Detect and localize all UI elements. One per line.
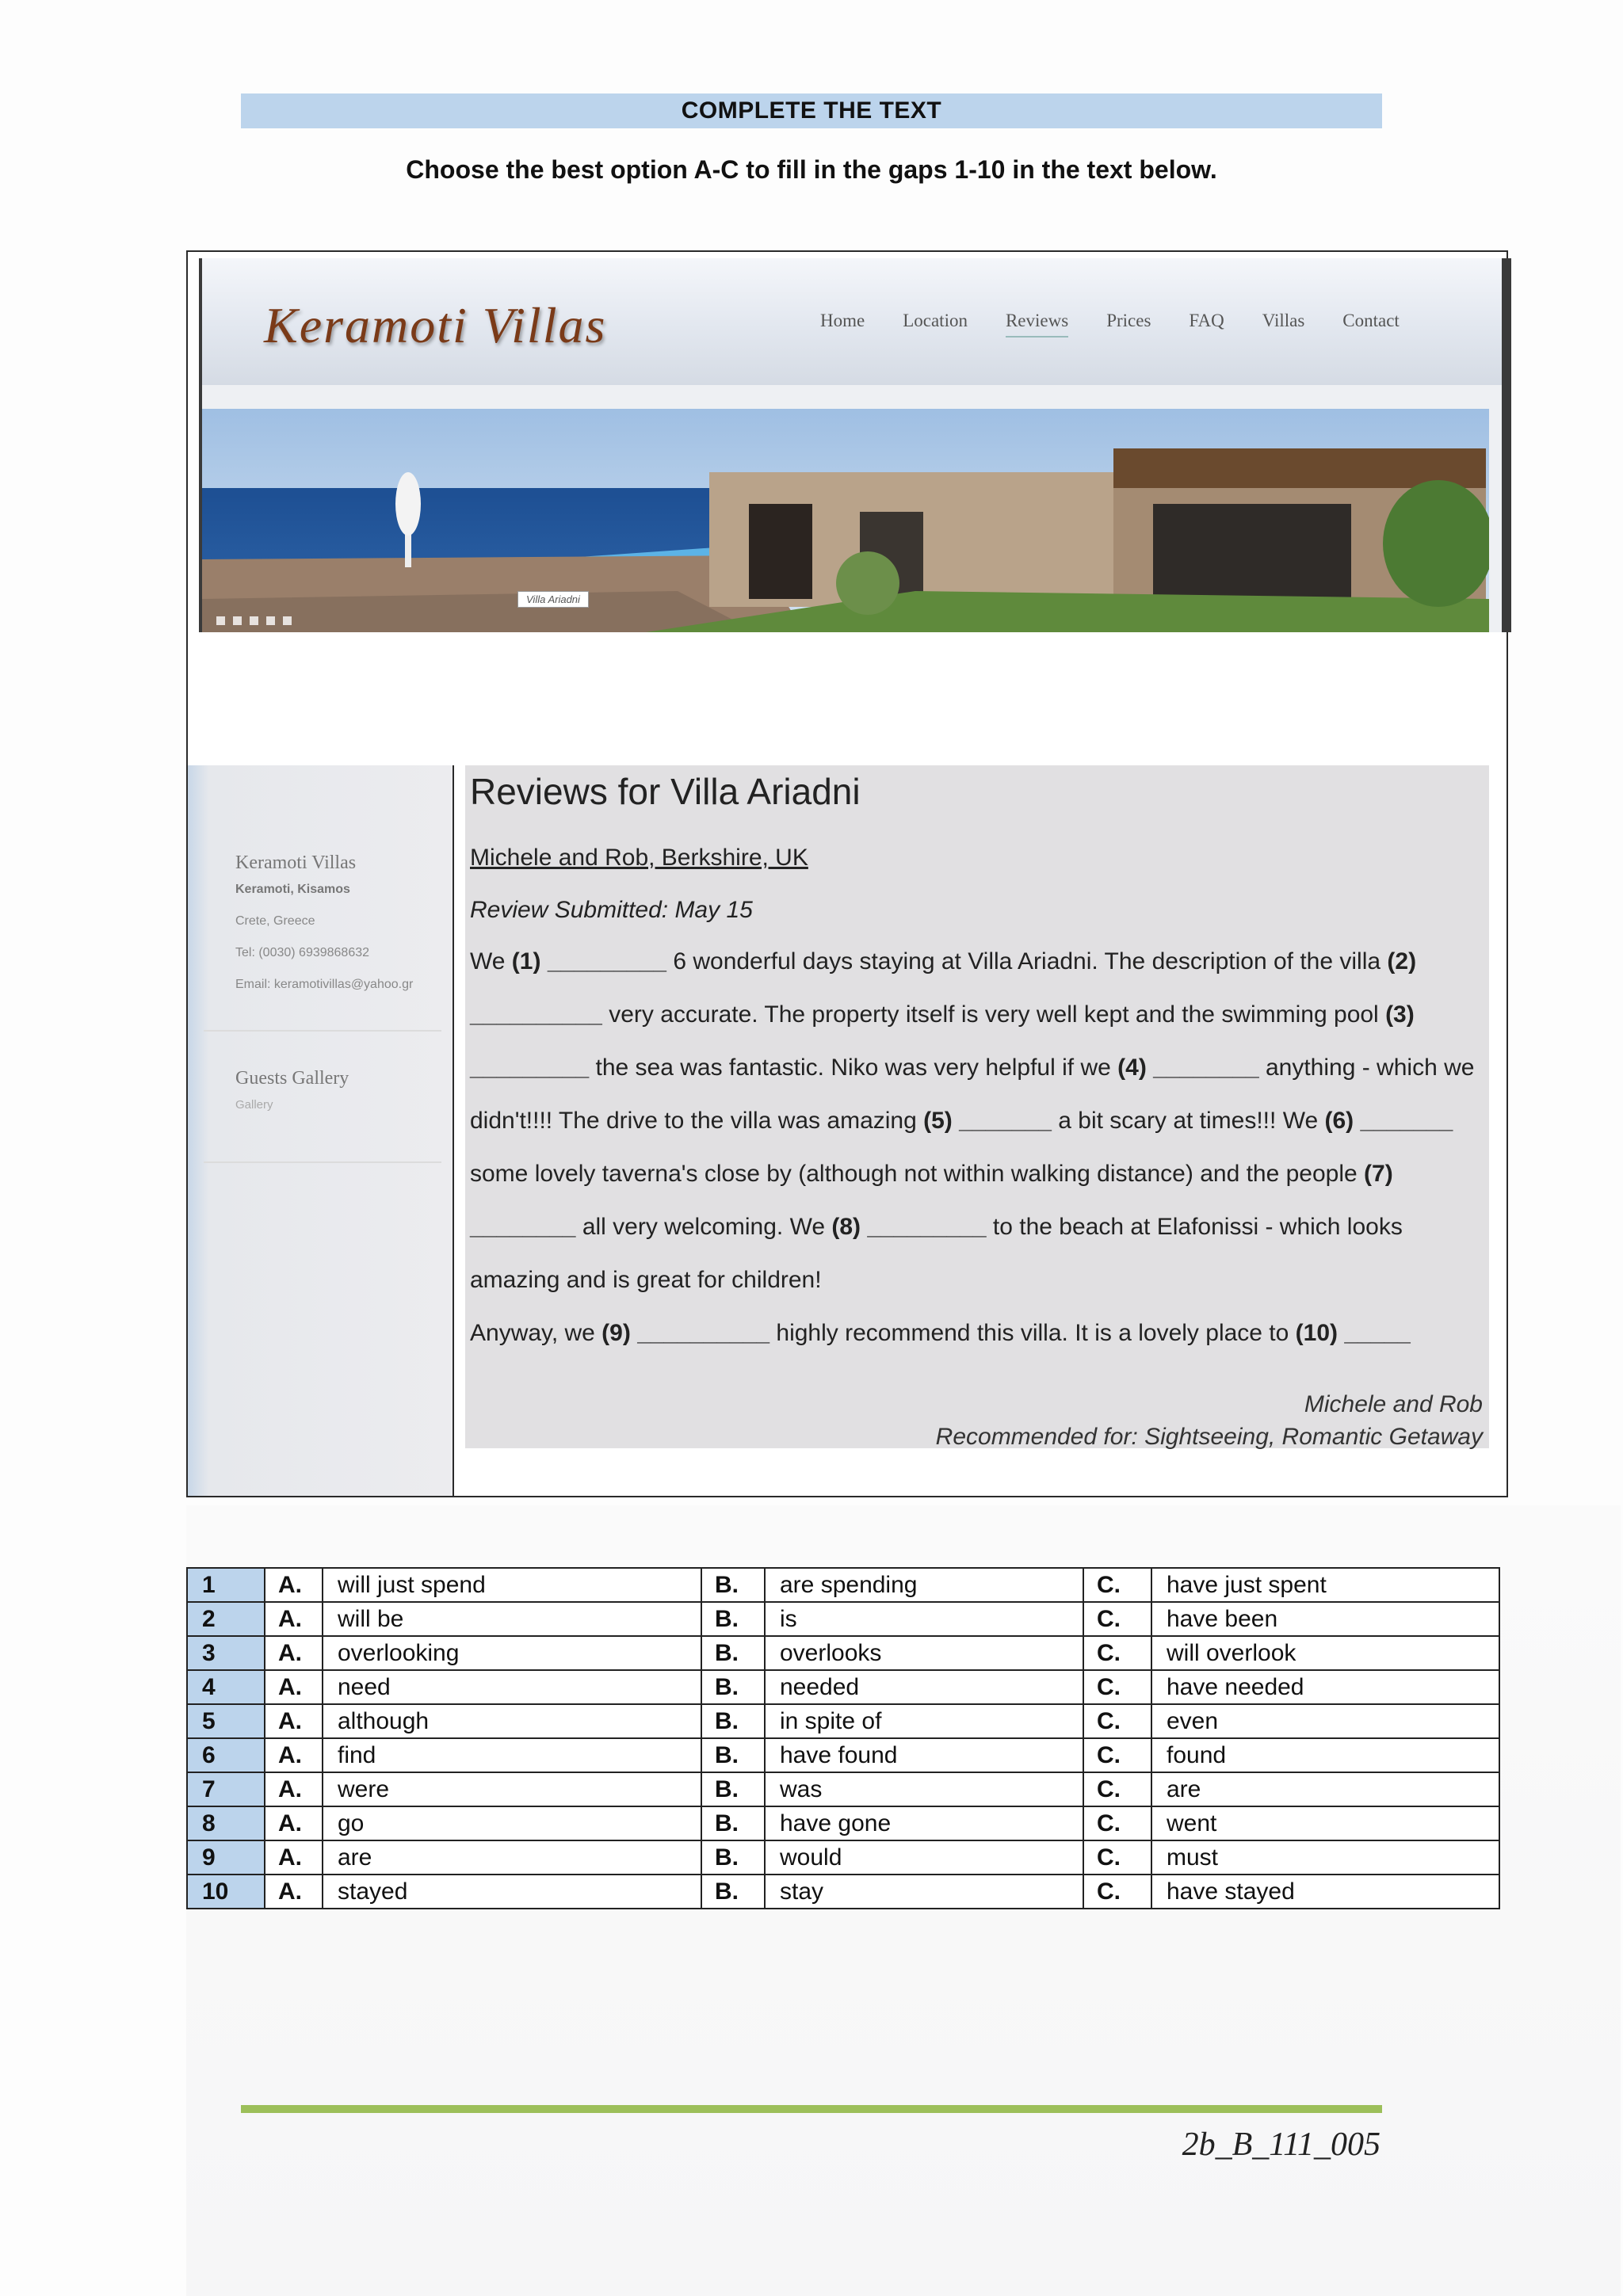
option-b-text[interactable]: have found: [765, 1738, 1083, 1772]
options-table: [186, 1567, 1500, 1909]
gap-blank: _________: [547, 948, 666, 974]
option-a-text[interactable]: find: [323, 1738, 701, 1772]
option-letter-c[interactable]: C.: [1083, 1568, 1151, 1602]
review-text-segment: Anyway, we: [470, 1320, 602, 1346]
option-row: [187, 1636, 1499, 1670]
sidebar-email[interactable]: Email: keramotivillas@yahoo.gr: [235, 978, 414, 991]
review-text: [470, 935, 1492, 1360]
option-c-text[interactable]: have stayed: [1151, 1875, 1499, 1909]
gap-number: (5): [923, 1108, 953, 1134]
option-a-text[interactable]: stayed: [323, 1875, 701, 1909]
gap-number: (7): [1364, 1161, 1393, 1187]
option-letter-c[interactable]: C.: [1083, 1738, 1151, 1772]
option-b-text[interactable]: needed: [765, 1670, 1083, 1704]
reviewer-name: Michele and Rob, Berkshire, UK: [470, 845, 808, 871]
option-b-text[interactable]: have gone: [765, 1806, 1083, 1840]
question-number: 4: [187, 1670, 265, 1704]
nav-item-contact[interactable]: Contact: [1342, 311, 1400, 330]
gap-number: (2): [1387, 948, 1417, 974]
review-text-segment: some lovely taverna's close by (although not within walking distance) and the people: [470, 1161, 1365, 1187]
option-letter-b[interactable]: B.: [701, 1670, 765, 1704]
option-a-text[interactable]: go: [323, 1806, 701, 1840]
option-c-text[interactable]: went: [1151, 1806, 1499, 1840]
review-text-segment: to the beach at Elafonissi - which looks amazing and is great for children!: [470, 1214, 1403, 1293]
review-title: Reviews for Villa Ariadni: [470, 771, 861, 812]
review-signature: [936, 1388, 1483, 1453]
gap-number: (3): [1385, 1001, 1415, 1028]
option-c-text[interactable]: have needed: [1151, 1670, 1499, 1704]
nav-item-home[interactable]: Home: [820, 311, 865, 330]
site-header: [199, 258, 1511, 632]
hero-caption: Villa Ariadni: [517, 591, 589, 608]
option-letter-a[interactable]: A.: [265, 1704, 323, 1738]
signature-name: Michele and Rob: [1304, 1391, 1483, 1417]
question-number: 8: [187, 1806, 265, 1840]
review-text-segment: We: [470, 948, 512, 974]
option-c-text[interactable]: even: [1151, 1704, 1499, 1738]
footer-divider: [241, 2105, 1382, 2113]
option-letter-a[interactable]: A.: [265, 1738, 323, 1772]
review-text-segment: a bit scary at times!!! We: [1051, 1108, 1325, 1134]
option-letter-c[interactable]: C.: [1083, 1602, 1151, 1636]
option-letter-b[interactable]: B.: [701, 1738, 765, 1772]
gap-number: (6): [1324, 1108, 1354, 1134]
review-text-segment: all very welcoming. We: [575, 1214, 832, 1240]
review-date: Review Submitted: May 15: [470, 897, 753, 923]
question-number: 3: [187, 1636, 265, 1670]
review-panel: [465, 765, 1489, 1448]
option-letter-c[interactable]: C.: [1083, 1875, 1151, 1909]
nav-item-faq[interactable]: FAQ: [1189, 311, 1224, 330]
option-letter-a[interactable]: A.: [265, 1602, 323, 1636]
question-number: 6: [187, 1738, 265, 1772]
option-letter-a[interactable]: A.: [265, 1568, 323, 1602]
option-letter-c[interactable]: C.: [1083, 1704, 1151, 1738]
option-c-text[interactable]: have just spent: [1151, 1568, 1499, 1602]
gap-blank: _______: [959, 1108, 1052, 1134]
option-c-text[interactable]: are: [1151, 1772, 1499, 1806]
option-row: [187, 1670, 1499, 1704]
gap-blank: _________: [867, 1214, 987, 1240]
option-c-text[interactable]: found: [1151, 1738, 1499, 1772]
question-number: 2: [187, 1602, 265, 1636]
option-letter-b[interactable]: B.: [701, 1636, 765, 1670]
review-text-segment: [1354, 1108, 1360, 1134]
option-b-text[interactable]: are spending: [765, 1568, 1083, 1602]
option-a-text[interactable]: need: [323, 1670, 701, 1704]
question-number: 1: [187, 1568, 265, 1602]
slide-dot[interactable]: [266, 616, 275, 625]
option-row: [187, 1840, 1499, 1875]
option-letter-b[interactable]: B.: [701, 1806, 765, 1840]
gap-number: (1): [511, 948, 541, 974]
option-letter-c[interactable]: C.: [1083, 1670, 1151, 1704]
option-row: [187, 1806, 1499, 1840]
hero-image: [202, 409, 1502, 632]
option-letter-a[interactable]: A.: [265, 1806, 323, 1840]
website-screenshot: [186, 250, 1508, 1497]
question-number: 5: [187, 1704, 265, 1738]
gap-blank: _____: [1344, 1320, 1411, 1346]
review-text-segment: the sea was fantastic. Niko was very helpful if we: [589, 1055, 1118, 1081]
option-c-text[interactable]: must: [1151, 1840, 1499, 1875]
site-sidebar: [188, 765, 454, 1496]
option-b-text[interactable]: overlooks: [765, 1636, 1083, 1670]
sidebar-divider: [204, 1030, 441, 1032]
option-letter-b[interactable]: B.: [701, 1704, 765, 1738]
option-letter-a[interactable]: A.: [265, 1670, 323, 1704]
review-closing: [470, 1306, 1492, 1360]
review-paragraph: [470, 935, 1492, 1306]
option-row: [187, 1738, 1499, 1772]
review-text-segment: very accurate. The property itself is very well kept and the swimming pool: [601, 1001, 1386, 1028]
option-b-text[interactable]: would: [765, 1840, 1083, 1875]
sidebar-company-name: Keramoti Villas: [235, 852, 357, 873]
document-code: 2b_B_111_005: [1182, 2126, 1381, 2163]
option-b-text[interactable]: was: [765, 1772, 1083, 1806]
option-a-text[interactable]: will be: [323, 1602, 701, 1636]
site-logo[interactable]: Keramoti Villas: [264, 297, 607, 353]
option-a-text[interactable]: overlooking: [323, 1636, 701, 1670]
page-banner: COMPLETE THE TEXT: [241, 93, 1382, 128]
question-number: 7: [187, 1772, 265, 1806]
option-letter-c[interactable]: C.: [1083, 1806, 1151, 1840]
sidebar-region: Crete, Greece: [235, 914, 315, 928]
option-a-text[interactable]: were: [323, 1772, 701, 1806]
review-text-segment: [953, 1108, 959, 1134]
recommended-for: Recommended for: Sightseeing, Romantic Getaway: [935, 1424, 1483, 1450]
option-letter-c[interactable]: C.: [1083, 1772, 1151, 1806]
review-text-segment: [1147, 1055, 1153, 1081]
slide-dot[interactable]: [283, 616, 292, 625]
slideshow-dots[interactable]: [216, 616, 292, 625]
gap-number: (4): [1117, 1055, 1147, 1081]
option-letter-a[interactable]: A.: [265, 1875, 323, 1909]
nav-item-villas[interactable]: Villas: [1262, 311, 1305, 330]
option-c-text[interactable]: will overlook: [1151, 1636, 1499, 1670]
review-text-segment: [631, 1320, 637, 1346]
slide-dot[interactable]: [233, 616, 242, 625]
nav-item-reviews[interactable]: Reviews: [1006, 311, 1068, 338]
review-text-segment: highly recommend this villa. It is a lovely place to: [769, 1320, 1296, 1346]
option-letter-b[interactable]: B.: [701, 1840, 765, 1875]
option-letter-b[interactable]: B.: [701, 1568, 765, 1602]
option-row: [187, 1704, 1499, 1738]
option-row: [187, 1602, 1499, 1636]
option-letter-b[interactable]: B.: [701, 1772, 765, 1806]
slide-dot[interactable]: [250, 616, 258, 625]
gap-blank: ________: [1153, 1055, 1259, 1081]
option-letter-b[interactable]: B.: [701, 1602, 765, 1636]
review-text-segment: [540, 948, 547, 974]
option-b-text[interactable]: stay: [765, 1875, 1083, 1909]
option-c-text[interactable]: have been: [1151, 1602, 1499, 1636]
option-letter-b[interactable]: B.: [701, 1875, 765, 1909]
option-row: [187, 1875, 1499, 1909]
gap-blank: ________: [470, 1214, 576, 1240]
sidebar-gallery-link[interactable]: Gallery: [235, 1098, 273, 1112]
gap-number: (8): [831, 1214, 861, 1240]
instruction-text: Choose the best option A-C to fill in the gaps 1-10 in the text below.: [406, 155, 1217, 184]
site-nav: [820, 311, 1400, 338]
option-a-text[interactable]: will just spend: [323, 1568, 701, 1602]
question-number: 9: [187, 1840, 265, 1875]
question-number: 10: [187, 1875, 265, 1909]
sidebar-phone: Tel: (0030) 6939868632: [235, 946, 370, 959]
sidebar-address: Keramoti, Kisamos: [235, 883, 350, 896]
sidebar-gallery-title[interactable]: Guests Gallery: [235, 1068, 349, 1089]
slide-dot[interactable]: [216, 616, 225, 625]
option-letter-a[interactable]: A.: [265, 1636, 323, 1670]
gap-blank: _______: [1360, 1108, 1453, 1134]
option-letter-c[interactable]: C.: [1083, 1840, 1151, 1875]
gap-number: (10): [1295, 1320, 1338, 1346]
option-letter-c[interactable]: C.: [1083, 1636, 1151, 1670]
option-b-text[interactable]: is: [765, 1602, 1083, 1636]
nav-item-prices[interactable]: Prices: [1106, 311, 1151, 330]
option-letter-a[interactable]: A.: [265, 1772, 323, 1806]
option-row: [187, 1772, 1499, 1806]
gap-blank: __________: [637, 1320, 770, 1346]
option-a-text[interactable]: although: [323, 1704, 701, 1738]
gap-number: (9): [601, 1320, 631, 1346]
review-text-segment: 6 wonderful days staying at Villa Ariadni. The description of the villa: [666, 948, 1388, 974]
review-text-segment: anything - which we didn't!!!! The drive to the villa was amazing: [470, 1055, 1475, 1134]
option-a-text[interactable]: are: [323, 1840, 701, 1875]
option-row: [187, 1568, 1499, 1602]
gap-blank: _________: [470, 1055, 590, 1081]
option-letter-a[interactable]: A.: [265, 1840, 323, 1875]
sidebar-divider: [204, 1161, 441, 1163]
villa-photo: [202, 409, 1489, 632]
option-b-text[interactable]: in spite of: [765, 1704, 1083, 1738]
gap-blank: __________: [470, 1001, 602, 1028]
nav-item-location[interactable]: Location: [903, 311, 968, 330]
